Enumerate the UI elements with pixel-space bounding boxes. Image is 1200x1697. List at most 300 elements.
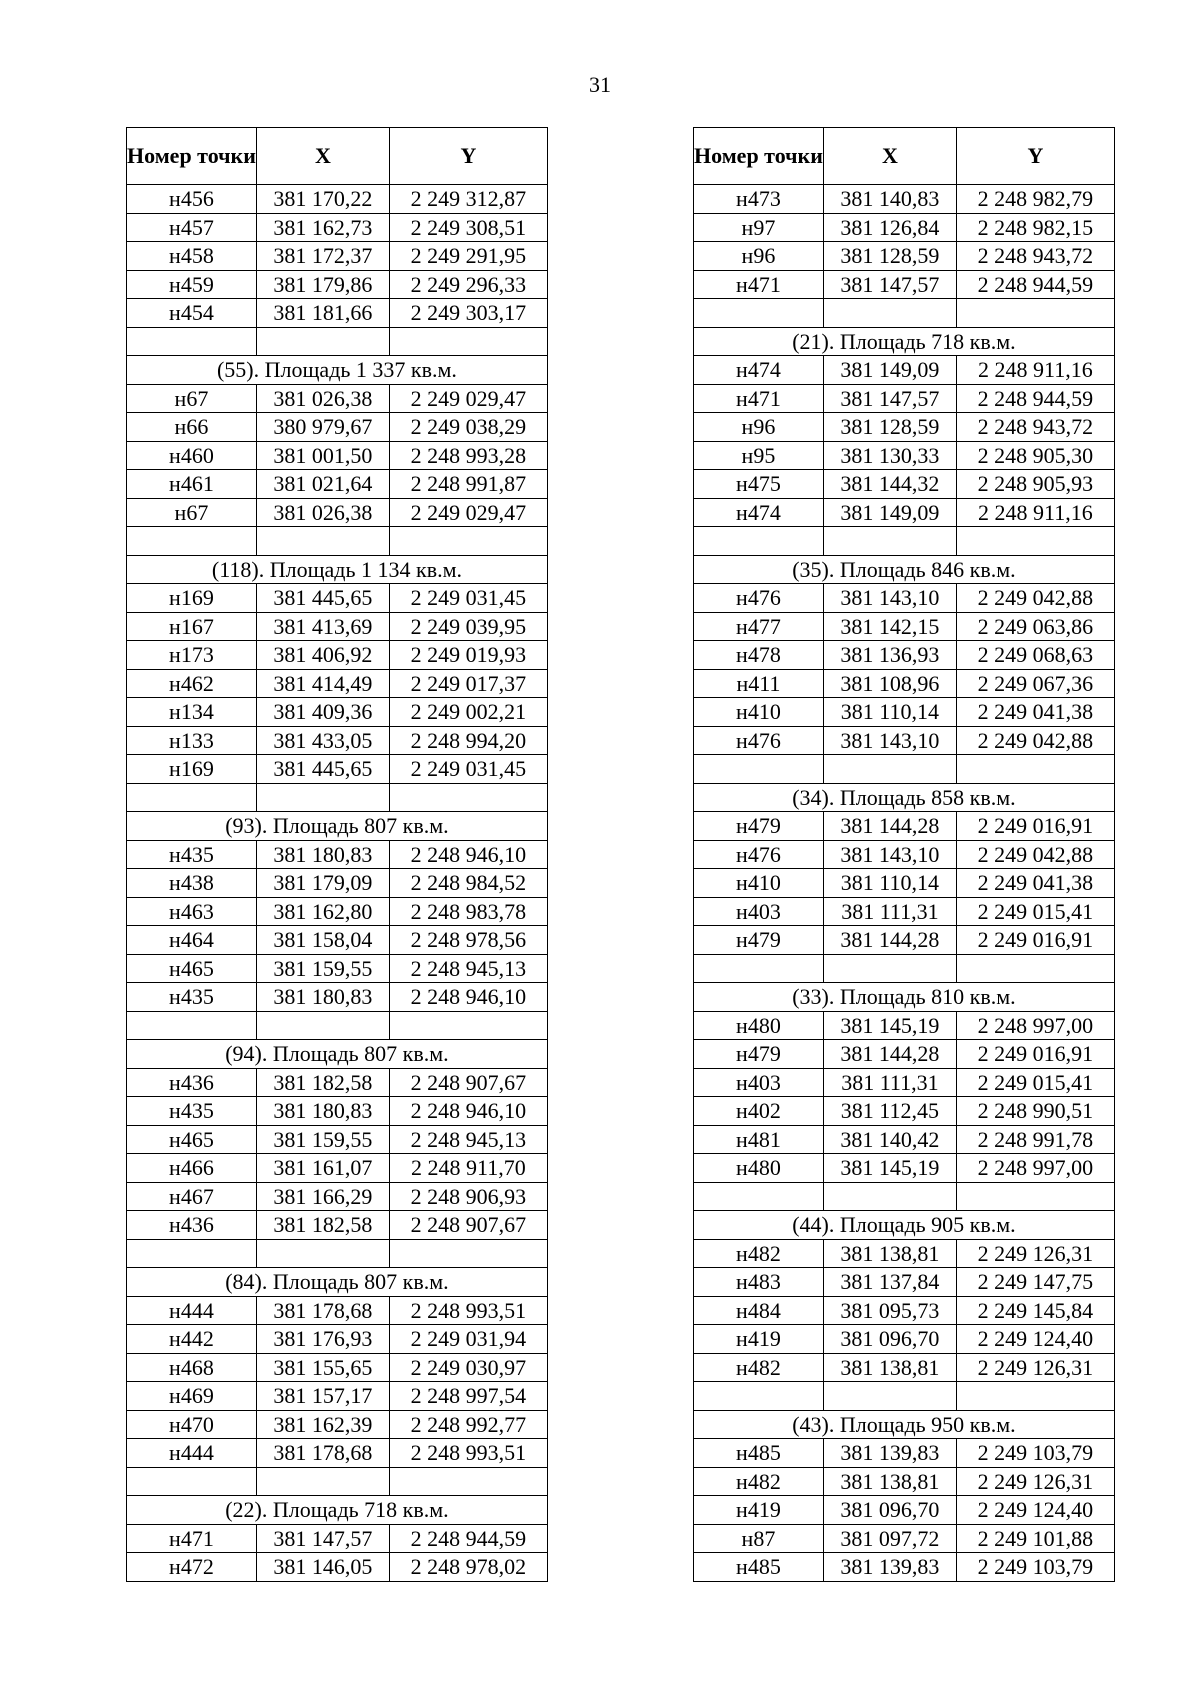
x-coordinate-cell: 381 145,19 (823, 1154, 956, 1183)
point-number-cell: н474 (694, 498, 824, 527)
point-number-cell: н465 (127, 1125, 257, 1154)
x-coordinate-cell: 381 155,65 (256, 1353, 389, 1382)
empty-cell (956, 299, 1114, 328)
table-row (694, 1467, 1115, 1496)
x-coordinate-cell: 381 139,83 (823, 1439, 956, 1468)
table-row (694, 1068, 1115, 1097)
y-coordinate-cell: 2 248 943,72 (956, 413, 1114, 442)
table-row (127, 641, 548, 670)
point-number-cell: н461 (127, 470, 257, 499)
x-coordinate-cell: 381 142,15 (823, 612, 956, 641)
y-coordinate-cell: 2 248 905,93 (956, 470, 1114, 499)
y-coordinate-cell: 2 249 019,93 (389, 641, 547, 670)
y-coordinate-cell: 2 249 124,40 (956, 1325, 1114, 1354)
y-coordinate-cell: 2 248 982,79 (956, 185, 1114, 214)
point-number-cell: н419 (694, 1496, 824, 1525)
x-coordinate-cell: 381 414,49 (256, 669, 389, 698)
table-row (127, 441, 548, 470)
y-coordinate-cell: 2 248 907,67 (389, 1068, 547, 1097)
empty-cell (256, 1011, 389, 1040)
y-coordinate-cell: 2 248 944,59 (956, 270, 1114, 299)
x-coordinate-cell: 381 097,72 (823, 1524, 956, 1553)
table-row (694, 270, 1115, 299)
table-row (694, 1239, 1115, 1268)
point-number-cell: н436 (127, 1068, 257, 1097)
empty-cell (823, 527, 956, 556)
empty-row (694, 954, 1115, 983)
y-coordinate-cell: 2 248 944,59 (389, 1524, 547, 1553)
empty-cell (956, 1382, 1114, 1411)
table-row (694, 1296, 1115, 1325)
point-number-cell: н410 (694, 698, 824, 727)
y-coordinate-cell: 2 249 041,38 (956, 869, 1114, 898)
empty-cell (256, 1467, 389, 1496)
table-row (694, 413, 1115, 442)
point-number-cell: н456 (127, 185, 257, 214)
table-row (127, 1125, 548, 1154)
table-row (127, 1182, 548, 1211)
table-row (127, 1410, 548, 1439)
point-number-cell: н476 (694, 840, 824, 869)
table-row (694, 641, 1115, 670)
section-heading: (21). Площадь 718 кв.м. (694, 327, 1115, 356)
empty-cell (823, 1182, 956, 1211)
x-coordinate-cell: 381 108,96 (823, 669, 956, 698)
x-coordinate-cell: 381 176,93 (256, 1325, 389, 1354)
x-coordinate-cell: 381 170,22 (256, 185, 389, 214)
empty-cell (694, 527, 824, 556)
table-row (694, 1325, 1115, 1354)
y-coordinate-cell: 2 248 984,52 (389, 869, 547, 898)
x-coordinate-cell: 381 445,65 (256, 584, 389, 613)
y-coordinate-cell: 2 249 031,45 (389, 584, 547, 613)
empty-row (127, 1467, 548, 1496)
empty-row (127, 527, 548, 556)
table-row (694, 498, 1115, 527)
empty-cell (256, 327, 389, 356)
point-number-cell: н476 (694, 584, 824, 613)
point-number-cell: н476 (694, 726, 824, 755)
y-coordinate-cell: 2 249 042,88 (956, 726, 1114, 755)
point-number-cell: н470 (127, 1410, 257, 1439)
y-coordinate-cell: 2 249 068,63 (956, 641, 1114, 670)
empty-cell (127, 783, 257, 812)
point-number-cell: н465 (127, 954, 257, 983)
empty-row (127, 327, 548, 356)
empty-cell (389, 527, 547, 556)
y-coordinate-cell: 2 249 291,95 (389, 242, 547, 271)
point-number-cell: н477 (694, 612, 824, 641)
empty-cell (823, 1382, 956, 1411)
x-coordinate-cell: 381 162,80 (256, 897, 389, 926)
x-coordinate-cell: 381 026,38 (256, 384, 389, 413)
y-coordinate-cell: 2 248 911,70 (389, 1154, 547, 1183)
section-heading: (35). Площадь 846 кв.м. (694, 555, 1115, 584)
table-row (127, 470, 548, 499)
point-number-cell: н435 (127, 840, 257, 869)
table-row (694, 441, 1115, 470)
x-coordinate-cell: 381 162,39 (256, 1410, 389, 1439)
table-row (694, 185, 1115, 214)
table-row (127, 384, 548, 413)
table-row (694, 1353, 1115, 1382)
empty-cell (956, 1182, 1114, 1211)
table-row (127, 954, 548, 983)
y-coordinate-cell: 2 249 126,31 (956, 1239, 1114, 1268)
empty-cell (694, 299, 824, 328)
table-row (127, 897, 548, 926)
x-coordinate-cell: 380 979,67 (256, 413, 389, 442)
x-coordinate-cell: 381 147,57 (823, 270, 956, 299)
empty-row (127, 783, 548, 812)
x-coordinate-cell: 381 149,09 (823, 498, 956, 527)
x-coordinate-cell: 381 143,10 (823, 584, 956, 613)
table-row (127, 669, 548, 698)
table-row (694, 384, 1115, 413)
y-coordinate-cell: 2 249 041,38 (956, 698, 1114, 727)
table-row (127, 1353, 548, 1382)
x-coordinate-cell: 381 172,37 (256, 242, 389, 271)
y-coordinate-cell: 2 249 296,33 (389, 270, 547, 299)
point-number-cell: н419 (694, 1325, 824, 1354)
section-heading-row (127, 356, 548, 385)
x-coordinate-cell: 381 433,05 (256, 726, 389, 755)
y-coordinate-cell: 2 249 031,45 (389, 755, 547, 784)
table-row (694, 1268, 1115, 1297)
y-coordinate-cell: 2 248 991,87 (389, 470, 547, 499)
y-coordinate-cell: 2 248 992,77 (389, 1410, 547, 1439)
point-number-cell: н403 (694, 897, 824, 926)
y-coordinate-cell: 2 249 029,47 (389, 498, 547, 527)
table-row (694, 1496, 1115, 1525)
y-coordinate-cell: 2 248 911,16 (956, 498, 1114, 527)
empty-cell (694, 1182, 824, 1211)
table-row (694, 1439, 1115, 1468)
x-coordinate-cell: 381 166,29 (256, 1182, 389, 1211)
empty-cell (127, 1239, 257, 1268)
y-coordinate-cell: 2 248 993,51 (389, 1296, 547, 1325)
table-row (127, 213, 548, 242)
table-row (694, 584, 1115, 613)
point-number-cell: н480 (694, 1011, 824, 1040)
point-number-cell: н459 (127, 270, 257, 299)
x-coordinate-cell: 381 110,14 (823, 698, 956, 727)
point-number-cell: н96 (694, 413, 824, 442)
table-row (127, 1382, 548, 1411)
point-number-cell: н444 (127, 1296, 257, 1325)
table-row (694, 1097, 1115, 1126)
point-number-cell: н472 (127, 1553, 257, 1582)
table-row (127, 1068, 548, 1097)
empty-cell (823, 755, 956, 784)
empty-row (127, 1239, 548, 1268)
table-header-row (694, 128, 1115, 185)
x-coordinate-cell: 381 180,83 (256, 983, 389, 1012)
point-number-cell: н482 (694, 1353, 824, 1382)
section-heading-row (694, 1410, 1115, 1439)
empty-cell (127, 1467, 257, 1496)
x-coordinate-cell: 381 140,83 (823, 185, 956, 214)
table-row (694, 612, 1115, 641)
y-coordinate-cell: 2 248 945,13 (389, 1125, 547, 1154)
y-coordinate-cell: 2 248 978,56 (389, 926, 547, 955)
table-row (127, 185, 548, 214)
y-coordinate-cell: 2 249 042,88 (956, 584, 1114, 613)
point-number-cell: н469 (127, 1382, 257, 1411)
y-coordinate-cell: 2 249 063,86 (956, 612, 1114, 641)
point-number-cell: н67 (127, 498, 257, 527)
y-coordinate-cell: 2 248 945,13 (389, 954, 547, 983)
table-row (694, 926, 1115, 955)
x-coordinate-cell: 381 180,83 (256, 1097, 389, 1126)
x-coordinate-cell: 381 179,86 (256, 270, 389, 299)
empty-cell (256, 783, 389, 812)
x-coordinate-cell: 381 095,73 (823, 1296, 956, 1325)
x-coordinate-cell: 381 147,57 (256, 1524, 389, 1553)
y-coordinate-cell: 2 249 312,87 (389, 185, 547, 214)
table-row (694, 470, 1115, 499)
empty-cell (389, 1011, 547, 1040)
table-row (127, 1325, 548, 1354)
point-number-cell: н436 (127, 1211, 257, 1240)
x-coordinate-cell: 381 180,83 (256, 840, 389, 869)
point-number-cell: н474 (694, 356, 824, 385)
y-coordinate-cell: 2 248 978,02 (389, 1553, 547, 1582)
y-coordinate-cell: 2 249 039,95 (389, 612, 547, 641)
table-row (127, 1154, 548, 1183)
y-coordinate-cell: 2 249 016,91 (956, 1040, 1114, 1069)
table-row (127, 1296, 548, 1325)
point-number-cell: н411 (694, 669, 824, 698)
x-coordinate-cell: 381 144,32 (823, 470, 956, 499)
header-point-number: Номер точки (127, 128, 257, 185)
empty-row (694, 1382, 1115, 1411)
section-heading-row (694, 983, 1115, 1012)
section-heading: (93). Площадь 807 кв.м. (127, 812, 548, 841)
y-coordinate-cell: 2 248 983,78 (389, 897, 547, 926)
table-row (694, 1125, 1115, 1154)
table-row (694, 1040, 1115, 1069)
x-coordinate-cell: 381 144,28 (823, 926, 956, 955)
x-coordinate-cell: 381 179,09 (256, 869, 389, 898)
y-coordinate-cell: 2 249 038,29 (389, 413, 547, 442)
table-row (694, 356, 1115, 385)
y-coordinate-cell: 2 248 991,78 (956, 1125, 1114, 1154)
point-number-cell: н466 (127, 1154, 257, 1183)
y-coordinate-cell: 2 249 042,88 (956, 840, 1114, 869)
point-number-cell: н435 (127, 983, 257, 1012)
empty-cell (956, 755, 1114, 784)
point-number-cell: н66 (127, 413, 257, 442)
point-number-cell: н438 (127, 869, 257, 898)
point-number-cell: н473 (694, 185, 824, 214)
x-coordinate-cell: 381 144,28 (823, 1040, 956, 1069)
section-heading-row (127, 1496, 548, 1525)
table-row (694, 213, 1115, 242)
page-number: 31 (589, 72, 611, 97)
table-row (694, 897, 1115, 926)
section-heading-row (127, 1040, 548, 1069)
table-row (127, 1097, 548, 1126)
table-row (127, 926, 548, 955)
header-x: X (256, 128, 389, 185)
x-coordinate-cell: 381 159,55 (256, 954, 389, 983)
table-row (127, 840, 548, 869)
empty-cell (694, 954, 824, 983)
y-coordinate-cell: 2 248 997,54 (389, 1382, 547, 1411)
table-row (127, 755, 548, 784)
empty-row (694, 1182, 1115, 1211)
table-row (694, 1011, 1115, 1040)
table-row (694, 1154, 1115, 1183)
y-coordinate-cell: 2 249 126,31 (956, 1353, 1114, 1382)
point-number-cell: н482 (694, 1239, 824, 1268)
x-coordinate-cell: 381 143,10 (823, 726, 956, 755)
x-coordinate-cell: 381 139,83 (823, 1553, 956, 1582)
point-number-cell: н482 (694, 1467, 824, 1496)
y-coordinate-cell: 2 249 002,21 (389, 698, 547, 727)
x-coordinate-cell: 381 178,68 (256, 1296, 389, 1325)
x-coordinate-cell: 381 146,05 (256, 1553, 389, 1582)
x-coordinate-cell: 381 143,10 (823, 840, 956, 869)
section-heading-row (127, 812, 548, 841)
x-coordinate-cell: 381 162,73 (256, 213, 389, 242)
x-coordinate-cell: 381 161,07 (256, 1154, 389, 1183)
section-heading: (33). Площадь 810 кв.м. (694, 983, 1115, 1012)
section-heading: (34). Площадь 858 кв.м. (694, 783, 1115, 812)
x-coordinate-cell: 381 001,50 (256, 441, 389, 470)
point-number-cell: н435 (127, 1097, 257, 1126)
y-coordinate-cell: 2 248 997,00 (956, 1011, 1114, 1040)
y-coordinate-cell: 2 249 017,37 (389, 669, 547, 698)
table-row (694, 242, 1115, 271)
y-coordinate-cell: 2 248 993,51 (389, 1439, 547, 1468)
point-number-cell: н169 (127, 755, 257, 784)
point-number-cell: н457 (127, 213, 257, 242)
point-number-cell: н173 (127, 641, 257, 670)
x-coordinate-cell: 381 128,59 (823, 242, 956, 271)
empty-cell (956, 954, 1114, 983)
point-number-cell: н133 (127, 726, 257, 755)
empty-row (694, 527, 1115, 556)
table-row (127, 983, 548, 1012)
section-heading-row (694, 555, 1115, 584)
table-header-row (127, 128, 548, 185)
empty-cell (389, 1239, 547, 1268)
table-row (127, 242, 548, 271)
point-number-cell: н475 (694, 470, 824, 499)
x-coordinate-cell: 381 128,59 (823, 413, 956, 442)
empty-cell (823, 954, 956, 983)
header-point-number: Номер точки (694, 128, 824, 185)
section-heading-row (694, 327, 1115, 356)
x-coordinate-cell: 381 406,92 (256, 641, 389, 670)
y-coordinate-cell: 2 249 029,47 (389, 384, 547, 413)
y-coordinate-cell: 2 249 015,41 (956, 897, 1114, 926)
empty-cell (823, 299, 956, 328)
y-coordinate-cell: 2 248 906,93 (389, 1182, 547, 1211)
point-number-cell: н95 (694, 441, 824, 470)
y-coordinate-cell: 2 248 907,67 (389, 1211, 547, 1240)
section-heading: (118). Площадь 1 134 кв.м. (127, 555, 548, 584)
point-number-cell: н87 (694, 1524, 824, 1553)
section-heading: (84). Площадь 807 кв.м. (127, 1268, 548, 1297)
empty-cell (389, 327, 547, 356)
point-number-cell: н471 (127, 1524, 257, 1553)
point-number-cell: н97 (694, 213, 824, 242)
point-number-cell: н481 (694, 1125, 824, 1154)
point-number-cell: н471 (694, 384, 824, 413)
table-row (694, 812, 1115, 841)
y-coordinate-cell: 2 249 031,94 (389, 1325, 547, 1354)
x-coordinate-cell: 381 112,45 (823, 1097, 956, 1126)
section-heading-row (127, 1268, 548, 1297)
empty-cell (256, 527, 389, 556)
point-number-cell: н485 (694, 1553, 824, 1582)
y-coordinate-cell: 2 249 308,51 (389, 213, 547, 242)
point-number-cell: н480 (694, 1154, 824, 1183)
point-number-cell: н167 (127, 612, 257, 641)
table-row (127, 1553, 548, 1582)
y-coordinate-cell: 2 249 015,41 (956, 1068, 1114, 1097)
y-coordinate-cell: 2 248 905,30 (956, 441, 1114, 470)
table-row (127, 413, 548, 442)
x-coordinate-cell: 381 149,09 (823, 356, 956, 385)
point-number-cell: н454 (127, 299, 257, 328)
empty-row (694, 755, 1115, 784)
y-coordinate-cell: 2 248 990,51 (956, 1097, 1114, 1126)
point-number-cell: н485 (694, 1439, 824, 1468)
point-number-cell: н478 (694, 641, 824, 670)
section-heading: (44). Площадь 905 кв.м. (694, 1211, 1115, 1240)
point-number-cell: н402 (694, 1097, 824, 1126)
point-number-cell: н483 (694, 1268, 824, 1297)
x-coordinate-cell: 381 111,31 (823, 1068, 956, 1097)
table-row (127, 726, 548, 755)
point-number-cell: н471 (694, 270, 824, 299)
x-coordinate-cell: 381 130,33 (823, 441, 956, 470)
x-coordinate-cell: 381 026,38 (256, 498, 389, 527)
y-coordinate-cell: 2 249 124,40 (956, 1496, 1114, 1525)
x-coordinate-cell: 381 021,64 (256, 470, 389, 499)
x-coordinate-cell: 381 413,69 (256, 612, 389, 641)
x-coordinate-cell: 381 159,55 (256, 1125, 389, 1154)
x-coordinate-cell: 381 145,19 (823, 1011, 956, 1040)
x-coordinate-cell: 381 111,31 (823, 897, 956, 926)
table-row (127, 498, 548, 527)
point-number-cell: н462 (127, 669, 257, 698)
table-body-right (694, 185, 1115, 1582)
x-coordinate-cell: 381 096,70 (823, 1496, 956, 1525)
coordinates-table-left (126, 127, 548, 1582)
x-coordinate-cell: 381 182,58 (256, 1068, 389, 1097)
y-coordinate-cell: 2 249 147,75 (956, 1268, 1114, 1297)
y-coordinate-cell: 2 249 016,91 (956, 926, 1114, 955)
empty-cell (127, 327, 257, 356)
y-coordinate-cell: 2 248 982,15 (956, 213, 1114, 242)
table-row (694, 840, 1115, 869)
section-heading-row (694, 783, 1115, 812)
table-row (127, 612, 548, 641)
point-number-cell: н484 (694, 1296, 824, 1325)
empty-cell (127, 1011, 257, 1040)
y-coordinate-cell: 2 249 303,17 (389, 299, 547, 328)
point-number-cell: н410 (694, 869, 824, 898)
point-number-cell: н444 (127, 1439, 257, 1468)
x-coordinate-cell: 381 409,36 (256, 698, 389, 727)
x-coordinate-cell: 381 445,65 (256, 755, 389, 784)
empty-cell (389, 783, 547, 812)
